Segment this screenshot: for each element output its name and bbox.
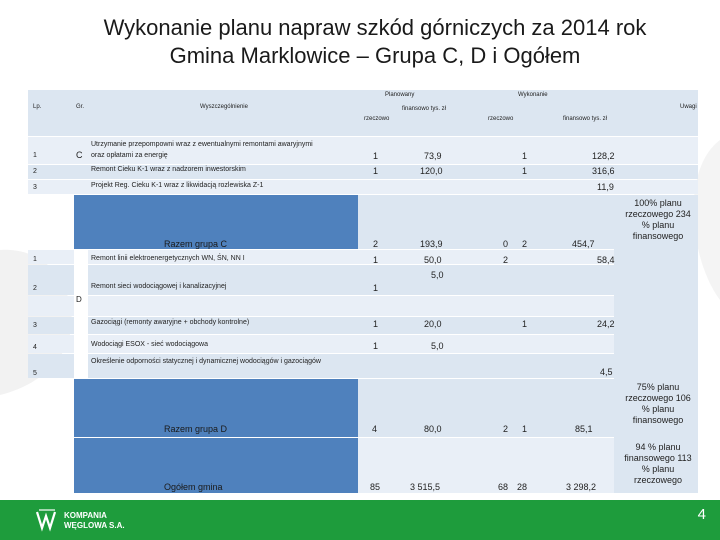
header-uwagi: Uwagi bbox=[680, 104, 697, 110]
razem-d-label: Razem grupa D bbox=[164, 424, 228, 434]
header-wykonanie: Wykonanie bbox=[518, 92, 548, 98]
row-d1-wyk-rz1: 2 bbox=[503, 255, 509, 265]
row-d5-lp: 5 bbox=[33, 370, 37, 377]
row-d4-lp: 4 bbox=[33, 344, 37, 351]
ogolem-plan-rz: 85 bbox=[370, 482, 381, 492]
ogolem-plan-fin: 3 515,5 bbox=[410, 482, 441, 492]
row-d4-plan-fin: 5,0 bbox=[431, 341, 444, 351]
row-d4-plan-rz: 1 bbox=[373, 341, 379, 351]
row-d1-wyk-fin: 58,4 bbox=[597, 255, 615, 265]
row3-desc: Projekt Reg. Cieku K-1 wraz z likwidacją rozlewiska Z-1 bbox=[91, 182, 264, 189]
razem-c-wyk-fin: 454,7 bbox=[572, 239, 595, 249]
row1-desc-a: Utrzymanie przepompowni wraz z ewentualnymi remontami awaryjnymi oraz opłatami za energię bbox=[91, 141, 313, 159]
company-line-1: KOMPANIA bbox=[64, 511, 107, 520]
row2-plan-fin: 120,0 bbox=[420, 166, 443, 176]
row1-lp: 1 bbox=[33, 152, 37, 159]
row-d3-lp: 3 bbox=[33, 322, 37, 329]
kompania-weglowa-logo-icon bbox=[36, 508, 58, 532]
row-d5-wyk-fin: 4,5 bbox=[600, 367, 613, 377]
row1-wyk-rz: 1 bbox=[522, 151, 528, 161]
row2-wyk-rz: 1 bbox=[522, 166, 528, 176]
row-d2-plan-rz: 1 bbox=[373, 283, 379, 293]
header-lp: Lp. bbox=[33, 104, 42, 110]
row-d2-lp: 2 bbox=[33, 285, 37, 292]
title-line-1: Wykonanie planu napraw szkód górniczych za 2014 rok bbox=[103, 15, 647, 40]
row3-lp: 3 bbox=[33, 184, 37, 191]
row-d1-desc: Remont linii elektroenergetycznych WN, ŚN, NN I bbox=[91, 255, 245, 262]
row1-plan-fin: 73,9 bbox=[424, 151, 442, 161]
row1-wyk-fin: 128,2 bbox=[592, 151, 615, 161]
razem-d-uwagi: 75% planu rzeczowego 106 % planu finansowego bbox=[625, 382, 691, 425]
row-d3-plan-rz: 1 bbox=[373, 319, 379, 329]
razem-c-uwagi: 100% planu rzeczowego 234 % planu finansowego bbox=[625, 198, 691, 241]
row-d3-desc: Gazociągi (remonty awaryjne + obchody kontrolne) bbox=[91, 319, 250, 326]
razem-c-wyk-rz2: 2 bbox=[522, 239, 528, 249]
row1-gr: C bbox=[76, 150, 83, 160]
row-d5-desc: Określenie odporności statycznej i dynamicznej wodociągów i gazociągów bbox=[91, 358, 321, 365]
header-plan-finansowo: finansowo tys. zł bbox=[402, 106, 447, 112]
header-plan-rzeczowo: rzeczowo bbox=[364, 116, 390, 122]
header-wyk-finansowo: finansowo tys. zł bbox=[563, 116, 608, 122]
razem-c-plan-rz: 2 bbox=[373, 239, 379, 249]
header-wyszczegolnienie: Wyszczególnienie bbox=[200, 104, 248, 110]
ogolem-uwagi: 94 % planu finansowego 113 % planu rzeczowego bbox=[624, 442, 692, 485]
ogolem-label: Ogółem gmina bbox=[164, 482, 223, 492]
title-line-2: Gmina Marklowice – Grupa C, D i Ogółem bbox=[169, 43, 581, 68]
ogolem-wyk-rz1: 68 bbox=[498, 482, 509, 492]
company-name bbox=[64, 511, 125, 531]
razem-d-wyk-fin: 85,1 bbox=[575, 424, 593, 434]
razem-d-plan-rz: 4 bbox=[372, 424, 378, 434]
row-d3-wyk-fin: 24,2 bbox=[597, 319, 615, 329]
row3-wyk-fin: 11,9 bbox=[597, 182, 614, 192]
company-line-2: WĘGLOWA S.A. bbox=[64, 521, 125, 530]
razem-d-wyk-rz2: 1 bbox=[522, 424, 528, 434]
razem-c-label: Razem grupa C bbox=[164, 239, 228, 249]
row-d3-wyk-rz: 1 bbox=[522, 319, 528, 329]
ogolem-wyk-fin: 3 298,2 bbox=[566, 482, 597, 492]
row2-plan-rz: 1 bbox=[373, 166, 379, 176]
row1-plan-rz: 1 bbox=[373, 151, 379, 161]
razem-d-plan-fin: 80,0 bbox=[424, 424, 442, 434]
razem-c-wyk-rz1: 0 bbox=[503, 239, 509, 249]
row2-wyk-fin: 316,6 bbox=[592, 166, 615, 176]
header-wyk-rzeczowo: rzeczowo bbox=[488, 116, 514, 122]
row-d1-lp: 1 bbox=[33, 256, 37, 263]
row-d1-plan-rz: 1 bbox=[373, 255, 379, 265]
group-d-label: D bbox=[76, 295, 82, 304]
header-planowany: Planowany bbox=[385, 92, 415, 98]
row-d2-desc: Remont sieci wodociągowej i kanalizacyjnej bbox=[91, 283, 227, 290]
ogolem-wyk-rz2: 28 bbox=[517, 482, 528, 492]
row2-lp: 2 bbox=[33, 168, 37, 175]
header-gr: Gr. bbox=[76, 104, 85, 110]
row-d4-desc: Wodociągi ESOX - sieć wodociągowa bbox=[91, 341, 208, 348]
row-d2-plan-fin: 5,0 bbox=[431, 270, 444, 280]
row2-desc: Remont Cieku K-1 wraz z nadzorem inwestorskim bbox=[91, 166, 246, 173]
razem-d-wyk-rz1: 2 bbox=[503, 424, 509, 434]
razem-c-plan-fin: 193,9 bbox=[420, 239, 443, 249]
row-d3-plan-fin: 20,0 bbox=[424, 319, 442, 329]
row-d1-plan-fin: 50,0 bbox=[424, 255, 442, 265]
page-number: 4 bbox=[697, 506, 706, 523]
